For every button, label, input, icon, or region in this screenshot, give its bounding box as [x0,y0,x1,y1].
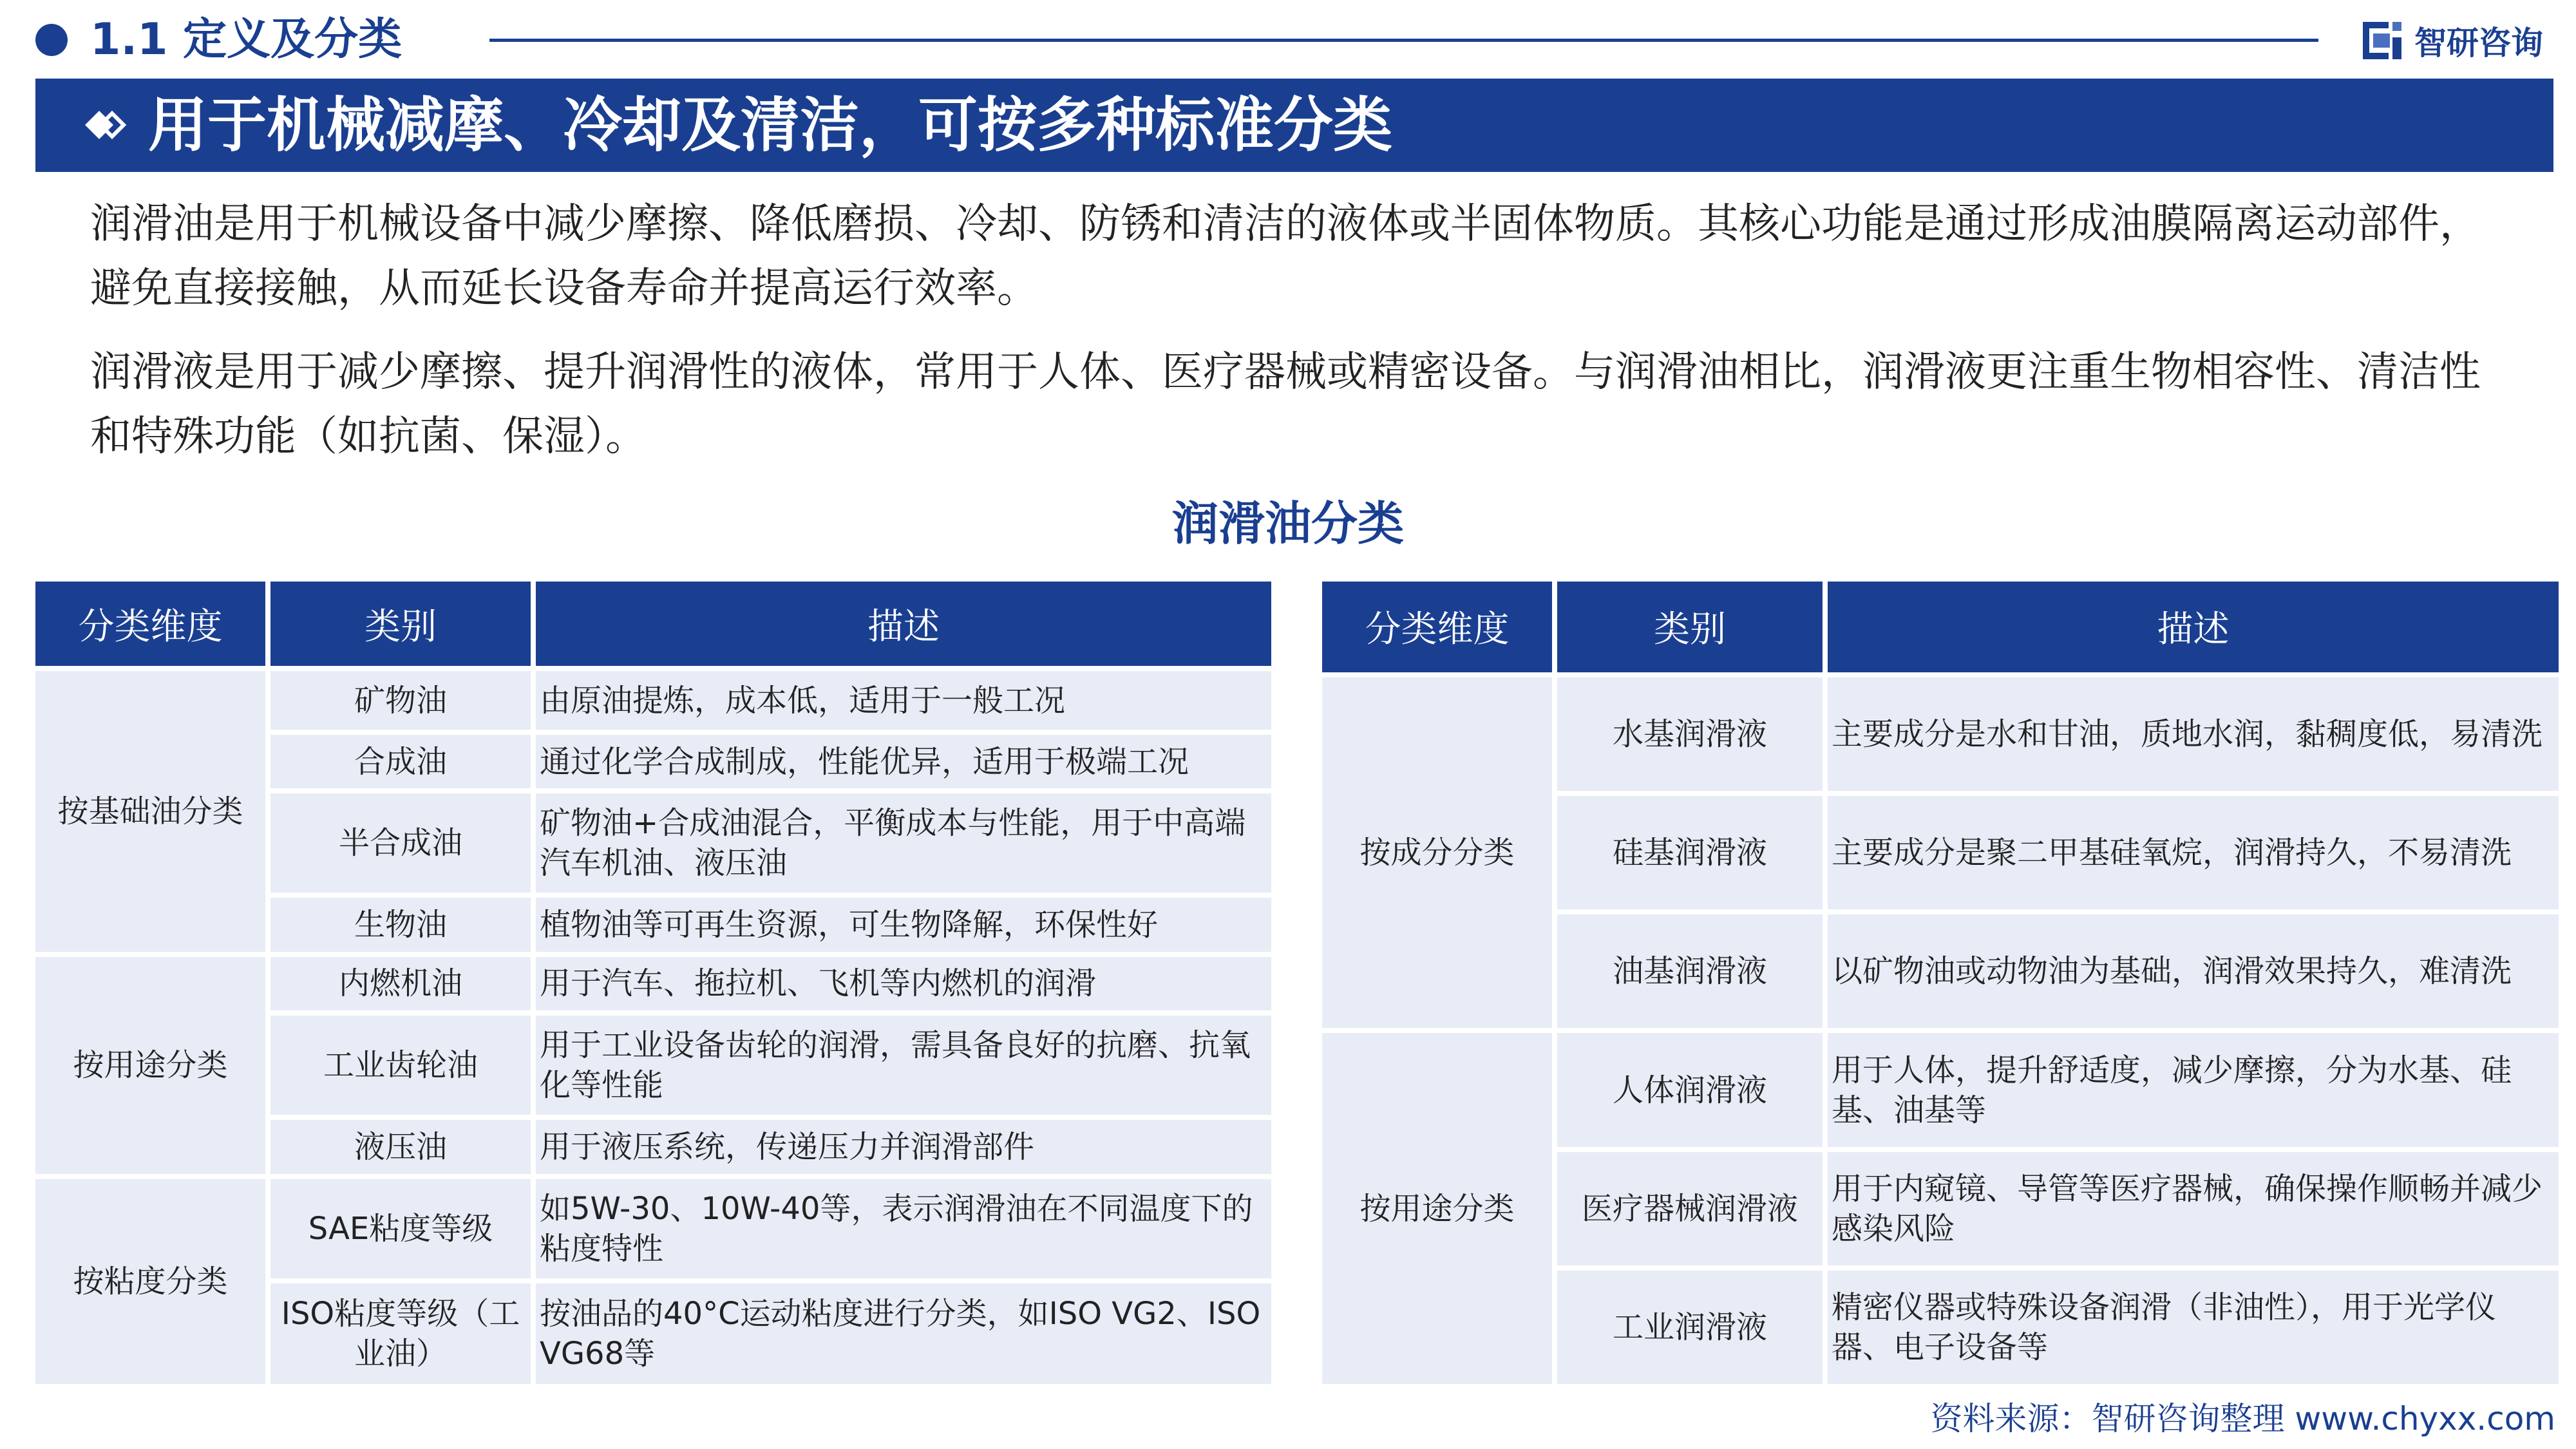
category-cell: 合成油 [270,735,531,788]
table-row [35,671,1271,730]
category-cell: 医疗器械润滑液 [1557,1152,1823,1265]
section-divider [489,39,2318,42]
paragraph-lubricating-fluid: 润滑液是用于减少摩擦、提升润滑性的液体，常用于人体、医疗器械或精密设备。与润滑油相比，润滑液更注重生物相容性、清洁性和特殊功能（如抗菌、保湿）。 [90,348,2481,460]
category-cell: 水基润滑液 [1557,677,1823,791]
banner-title: 用于机械减摩、冷却及清洁，可按多种标准分类 [148,91,1393,160]
description-cell: 矿物油+合成油混合，平衡成本与性能，用于中高端汽车机油、液压油 [536,793,1271,893]
table-row [1322,1033,2559,1146]
description-cell: 如5W-30、10W-40等，表示润滑油在不同温度下的粘度特性 [536,1179,1271,1278]
dimension-cell: 按用途分类 [1322,1033,1552,1384]
description-cell: 主要成分是聚二甲基硅氧烷，润滑持久，不易清洗 [1828,796,2559,909]
category-cell: SAE粘度等级 [270,1179,531,1278]
header-category: 类别 [270,582,531,666]
header-category: 类别 [1557,582,1823,672]
header-description: 描述 [1828,582,2559,672]
category-cell: 硅基润滑液 [1557,796,1823,909]
section-bullet [35,24,68,56]
description-cell: 用于人体，提升舒适度，减少摩擦，分为水基、硅基、油基等 [1828,1033,2559,1146]
description-cell: 由原油提炼，成本低，适用于一般工况 [536,671,1271,730]
table-header-row [35,582,1271,666]
title-banner [35,79,2553,172]
description-cell: 按油品的40°C运动粘度进行分类，如ISO VG2、ISO VG68等 [536,1283,1271,1384]
description-cell: 用于液压系统，传递压力并润滑部件 [536,1120,1271,1173]
header-dimension: 分类维度 [35,582,265,666]
section-title: 1.1 定义及分类 [90,14,402,65]
category-cell: ISO粘度等级（工业油） [270,1283,531,1384]
description-cell: 以矿物油或动物油为基础，润滑效果持久，难清洗 [1828,914,2559,1028]
brand-name: 智研咨询 [2414,24,2543,62]
category-cell: 工业齿轮油 [270,1016,531,1115]
table-title: 润滑油分类 [1171,497,1404,551]
header-description: 描述 [536,582,1271,666]
dimension-cell: 按基础油分类 [35,671,265,951]
fluid-classification-table [1317,576,2564,1389]
description-cell: 精密仪器或特殊设备润滑（非油性），用于光学仪器、电子设备等 [1828,1271,2559,1384]
header-dimension: 分类维度 [1322,582,1552,672]
description-cell: 通过化学合成制成，性能优异，适用于极端工况 [536,735,1271,788]
description-cell: 主要成分是水和甘油，质地水润，黏稠度低，易清洗 [1828,677,2559,791]
table-row [35,957,1271,1010]
category-cell: 生物油 [270,898,531,951]
brand-logo [2360,18,2543,63]
description-cell: 用于内窥镜、导管等医疗器械，确保操作顺畅并减少感染风险 [1828,1152,2559,1265]
category-cell: 内燃机油 [270,957,531,1010]
category-cell: 油基润滑液 [1557,914,1823,1028]
brand-logo-icon [2360,18,2405,63]
description-cell: 用于工业设备齿轮的润滑，需具备良好的抗磨、抗氧化等性能 [536,1016,1271,1115]
dimension-cell: 按粘度分类 [35,1179,265,1384]
category-cell: 工业润滑液 [1557,1271,1823,1384]
category-cell: 人体润滑液 [1557,1033,1823,1146]
source-footer: 资料来源：智研咨询整理 www.chyxx.com [1930,1400,2555,1437]
category-cell: 液压油 [270,1120,531,1173]
diamond-icon [71,99,129,151]
category-cell: 半合成油 [270,793,531,893]
table-row [1322,677,2559,791]
description-cell: 用于汽车、拖拉机、飞机等内燃机的润滑 [536,957,1271,1010]
oil-classification-table [30,576,1276,1389]
description-cell: 植物油等可再生资源，可生物降解，环保性好 [536,898,1271,951]
paragraph-lubricating-oil: 润滑油是用于机械设备中减少摩擦、降低磨损、冷却、防锈和清洁的液体或半固体物质。其核心功能是通过形成油膜隔离运动部件，避免直接接触，从而延长设备寿命并提高运行效率。 [90,200,2481,312]
table-header-row [1322,582,2559,672]
dimension-cell: 按成分分类 [1322,677,1552,1028]
category-cell: 矿物油 [270,671,531,730]
dimension-cell: 按用途分类 [35,957,265,1174]
table-row [35,1179,1271,1278]
